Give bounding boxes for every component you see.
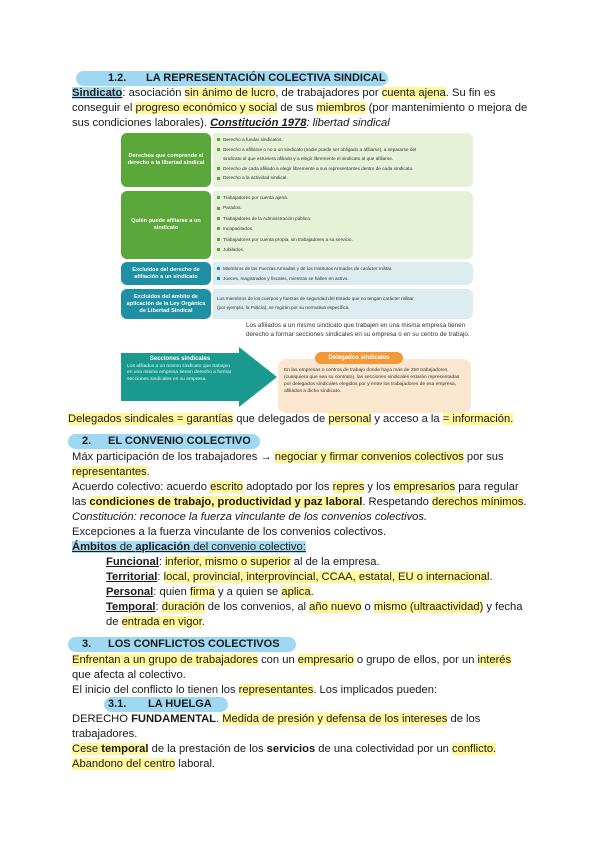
highlight: año nuevo <box>309 601 362 613</box>
box-ambito-label <box>121 289 211 319</box>
text: sus condiciones laborales). <box>72 117 211 129</box>
highlight: repres <box>332 481 365 493</box>
text: . <box>146 466 150 478</box>
highlight: escrito <box>210 481 244 493</box>
section-heading-1-2 <box>76 71 388 86</box>
delegados-body: En las empresas o centros de trabajo donde haya más de 250 trabajadores (cualquiera que sea su contrato), las secciones sindicales estarán representadas por delegados sindicales elegidos por y entre los trabajadores de esa empresa, afiliados a dicho sindicato. <box>284 368 460 394</box>
section-title: EL CONVENIO COLECTIVO <box>108 435 251 447</box>
label: Delegados sindicales <box>328 355 390 361</box>
box-derechos-label <box>121 133 211 187</box>
text: DERECHO <box>72 713 132 725</box>
text: que delegados de <box>233 413 329 425</box>
secciones-body: Los afiliados a un mismo sindicato que trabajen en una misma empresa tienen derecho a formar secciones sindicales en su empresa. <box>127 364 232 382</box>
text: del convenio colectivo: <box>190 541 306 553</box>
highlight: derechos mínimos <box>432 496 524 508</box>
box-quien-label <box>121 191 211 259</box>
section-heading-2 <box>68 434 260 449</box>
section-heading-3-1 <box>104 697 228 712</box>
highlight: firma <box>189 586 215 598</box>
highlight: progreso económico y social <box>135 102 278 114</box>
box-quien-list <box>213 191 473 259</box>
ambito-funcional <box>106 555 380 570</box>
text: Máx participación de los trabajadores → <box>72 451 275 463</box>
term-aplicacion: aplicación <box>135 541 191 553</box>
text: : quien <box>153 586 190 598</box>
convenio-line-3 <box>72 480 519 495</box>
highlight: representantes <box>72 466 147 478</box>
text: : <box>158 556 166 568</box>
ambito-temporal <box>106 600 522 615</box>
label: Excluidos del ámbito de aplicación de la Ley Orgánica de Libertad Sindical <box>126 293 206 314</box>
text: . Su fin es <box>445 87 496 99</box>
highlight: representantes <box>238 684 314 696</box>
text: con un <box>257 654 298 666</box>
text: de <box>106 616 122 628</box>
conflictos-line-2: que afecta al colectivo. <box>72 669 186 681</box>
highlight: grupo de trabajadores <box>148 654 258 666</box>
secciones-description: Los afiliados a un mismo sindicato que trabajen en una misma empresa tienen derecho a formar secciones sindicales en su empresa o en su centro de trabajo. <box>246 322 470 338</box>
text: de los convenios, al <box>204 601 310 613</box>
box-ambito-list <box>213 289 473 319</box>
text: y acceso a la <box>371 413 443 425</box>
text: al de la empresa. <box>290 556 380 568</box>
text: . Respetando <box>362 496 432 508</box>
list-item: Incapacitados. <box>217 224 469 234</box>
section-title: LA HUELGA <box>148 698 212 710</box>
highlight: entrada en vigor <box>121 616 202 628</box>
delegados-note <box>68 412 513 427</box>
text: (por mantenimiento o mejora de <box>365 102 528 114</box>
highlight: personal <box>328 413 372 425</box>
list-item: sindicato al que estuviera afiliado y a elegir libremente el sindicato al que afiliarse. <box>223 156 394 162</box>
box-excluidos-label <box>121 262 211 285</box>
label: Personal <box>106 586 154 598</box>
highlight: = información. <box>442 413 514 425</box>
convenio-line-2 <box>72 465 150 480</box>
text: de <box>116 541 136 553</box>
convenio-line-7 <box>72 540 306 555</box>
term-sindicato: Sindicato <box>72 87 123 99</box>
text: y los <box>364 481 394 493</box>
text: . Los implicados pueden: <box>313 684 438 696</box>
highlight: Medida de presión y defensa de los intereses <box>222 713 448 725</box>
text: las <box>72 496 90 508</box>
text: por sus <box>463 451 504 463</box>
highlight: inferior, mismo o superior <box>165 556 291 568</box>
conflictos-line-3 <box>72 683 437 698</box>
label: Territorial <box>106 571 158 583</box>
text: . <box>216 713 223 725</box>
libertad-sindical-figure <box>121 131 473 411</box>
list-item: Derecho de cada afiliado a elegir libremente a sus representantes dentro de cada sindicato. <box>217 164 469 174</box>
list-item: Trabajadores por cuenta ajena. <box>217 193 469 203</box>
section-number: 3. <box>82 638 92 650</box>
highlight: Cese <box>72 743 102 755</box>
huelga-line-2: trabajadores. <box>72 728 138 740</box>
text: de sus <box>277 102 317 114</box>
convenio-line-5: Constitución: reconoce la fuerza vinculante de los convenios colectivos. <box>72 511 428 523</box>
ambito-territorial <box>106 570 493 585</box>
conflictos-line-1 <box>72 653 511 668</box>
label: Quién puede afiliarse a un sindicato <box>131 218 201 231</box>
huelga-line-4 <box>72 757 215 772</box>
list-item: Parados. <box>217 203 469 213</box>
constitution-ref: Constitución 1978 <box>210 117 307 129</box>
text: de los <box>447 713 481 725</box>
ambito-personal <box>106 585 314 600</box>
text: Acuerdo colectivo: acuerdo <box>72 481 211 493</box>
list-item: Jubilados. <box>217 245 469 255</box>
highlight: aplica <box>281 586 311 598</box>
highlight: Abandono del centro <box>72 758 176 770</box>
highlight: mismo (ultraactividad) <box>373 601 484 613</box>
list-item: Los miembros de los cuerpos y fuerzas de seguridad del Estado que no tengan carácter militar <box>217 296 414 301</box>
label: Temporal <box>106 601 156 613</box>
highlight: condiciones de trabajo, productividad y paz laboral <box>89 496 363 508</box>
text: : <box>155 601 162 613</box>
list-item: Trabajadores por cuenta propia, sin trabajadores a su servicio. <box>217 235 469 245</box>
text: : libertad sindical <box>306 117 390 129</box>
highlight: miembros <box>316 102 366 114</box>
section-number: 3.1. <box>108 698 127 710</box>
paragraph-sindicato-line-2 <box>72 101 527 116</box>
text: El inicio del conflicto lo tienen los <box>72 684 239 696</box>
text: y fecha <box>483 601 523 613</box>
label: Funcional <box>106 556 159 568</box>
highlight: interés <box>477 654 512 666</box>
text: o <box>361 601 374 613</box>
highlight: cuenta ajena <box>381 87 446 99</box>
text: conseguir el <box>72 102 136 114</box>
highlight: temporal <box>101 743 149 755</box>
list-item: Trabajadores de la Administración pública. <box>217 214 469 224</box>
delegados-title-pill <box>315 352 403 364</box>
label: Excluidos del derecho de afiliación a un sindicato <box>132 266 200 280</box>
box-excluidos-list <box>213 262 473 285</box>
text: y a quien se <box>214 586 282 598</box>
text: : <box>157 571 164 583</box>
convenio-line-1 <box>72 450 504 465</box>
highlight: negociar y firmar convenios colectivos <box>274 451 464 463</box>
highlight: empresario <box>297 654 354 666</box>
text: para regular <box>455 481 519 493</box>
text: de la prestación de los <box>148 743 267 755</box>
strong: FUNDAMENTAL <box>131 713 216 725</box>
huelga-line-3 <box>72 742 496 757</box>
section-number: 1.2. <box>108 72 127 84</box>
list-item: Jueces, magistrados y fiscales, mientras se hallen en activo. <box>217 274 469 284</box>
text: , de trabajadores por <box>275 87 382 99</box>
strong: servicios <box>266 743 316 755</box>
section-heading-3 <box>68 637 296 652</box>
text: laboral. <box>175 758 216 770</box>
ambito-temporal-cont <box>106 615 205 630</box>
secciones-title: Secciones sindicales <box>149 356 211 362</box>
highlight: duración <box>161 601 205 613</box>
text: . <box>523 496 527 508</box>
section-number: 2. <box>82 435 92 447</box>
label: Derechos que comprende el derecho a la libertad sindical <box>127 153 205 166</box>
term-ambitos: Ámbitos <box>72 541 117 553</box>
box-derechos-list <box>213 133 473 187</box>
highlight: conflicto. <box>452 743 497 755</box>
section-title: LOS CONFLICTOS COLECTIVOS <box>108 638 280 650</box>
convenio-line-4 <box>72 495 527 510</box>
highlight: Delegados sindicales = garantías <box>68 413 234 425</box>
list-item: Miembros de las Fuerzas Armadas y de los Institutos Armados de carácter militar. <box>217 264 469 274</box>
paragraph-sindicato-line-3 <box>72 116 390 131</box>
section-title: LA REPRESENTACIÓN COLECTIVA SINDICAL <box>146 72 386 84</box>
list-item: (por ejemplo, la Policía), se regirán por su normativa específica. <box>217 305 350 310</box>
highlight: local, provincial, interprovincial, CCAA, estatal, EU o internacional <box>163 571 490 583</box>
paragraph-sindicato-line-1 <box>72 86 496 101</box>
highlight: empresarios <box>393 481 456 493</box>
text: de una colectividad por un <box>315 743 453 755</box>
text: . <box>201 616 205 628</box>
text: . <box>310 586 314 598</box>
highlight: Enfrentan a un <box>72 654 149 666</box>
text: adoptado por los <box>243 481 333 493</box>
text: o grupo de ellos, por un <box>353 654 478 666</box>
text: . <box>489 571 493 583</box>
convenio-line-6: Excepciones a la fuerza vinculante de los convenios colectivos. <box>72 526 387 538</box>
huelga-line-1 <box>72 712 480 727</box>
list-item: Derecho a fundar sindicatos. <box>217 135 469 145</box>
highlight: sin ánimo de lucro <box>184 87 276 99</box>
list-item: Derecho a afiliarse o no a un sindicato (nadie puede ser obligado a afiliarse), a separarse del <box>217 145 469 155</box>
text: : asociación <box>122 87 185 99</box>
list-item: Derecho a la actividad sindical. <box>217 173 469 183</box>
